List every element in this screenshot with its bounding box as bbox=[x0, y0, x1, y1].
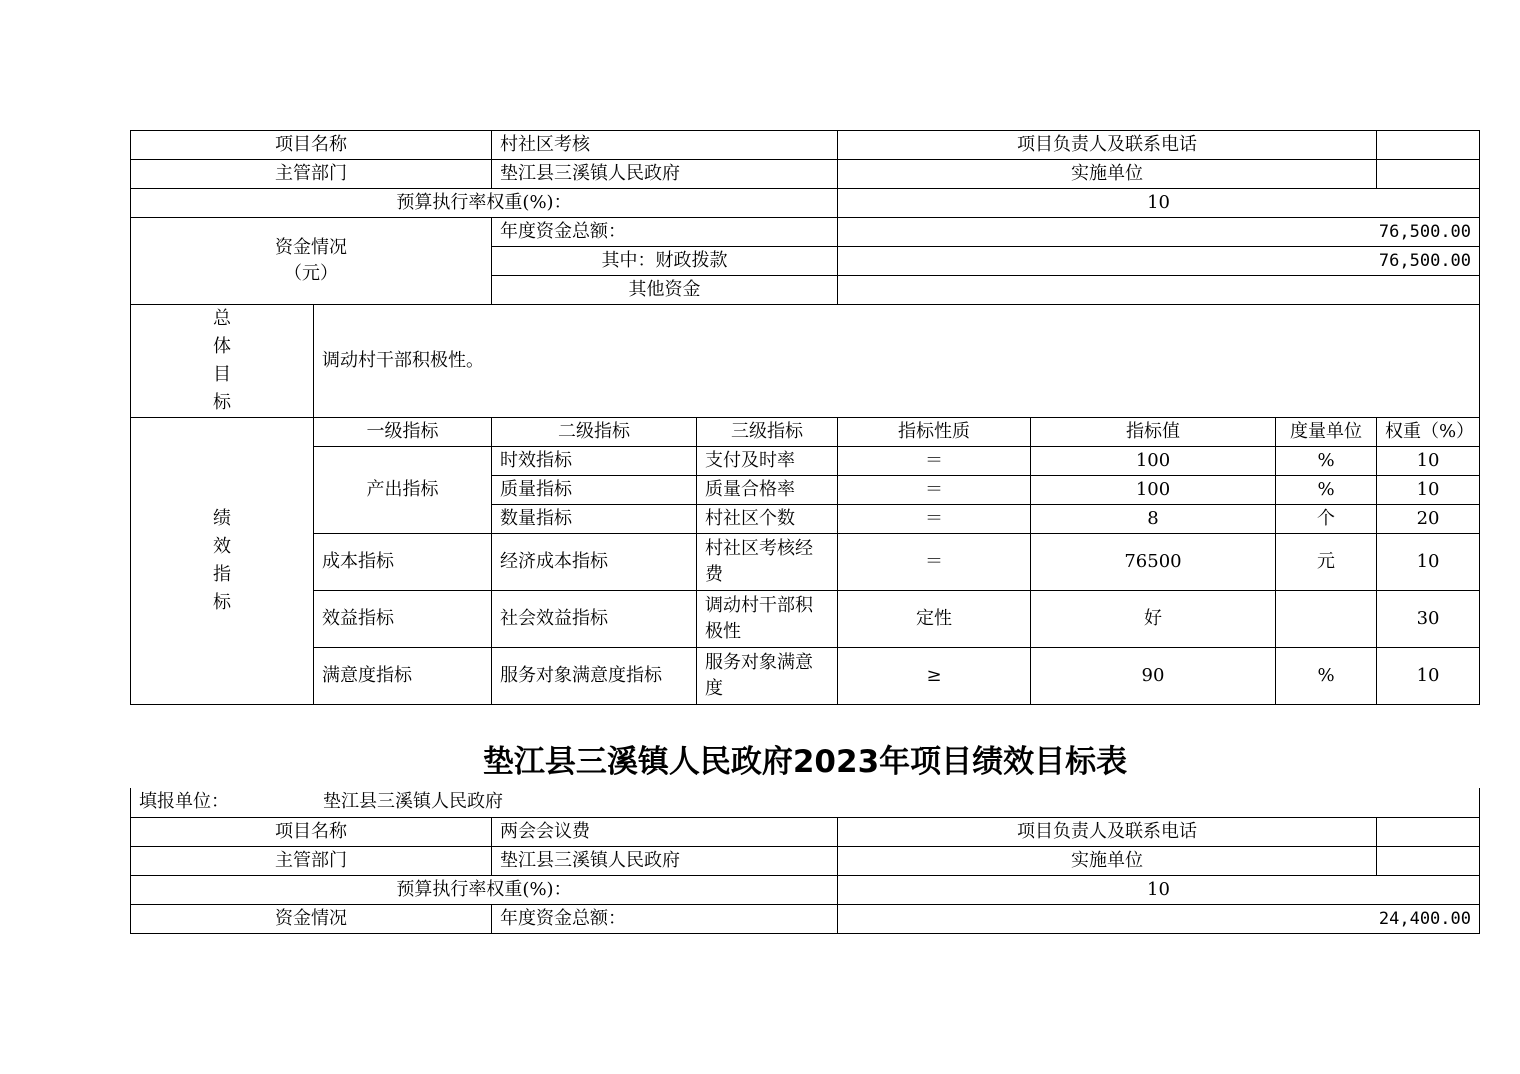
unit-cell: 元 bbox=[1276, 534, 1377, 591]
unit-cell: % bbox=[1276, 476, 1377, 505]
level3-cell: 调动村干部积极性 bbox=[697, 591, 838, 648]
value-cell: 100 bbox=[1031, 447, 1276, 476]
budget-rate-value: 10 bbox=[838, 875, 1480, 904]
level3-cell: 村社区个数 bbox=[697, 505, 838, 534]
header-level2: 二级指标 bbox=[492, 418, 697, 447]
value-cell: 好 bbox=[1031, 591, 1276, 648]
owner-phone-value bbox=[1377, 131, 1480, 160]
unit-cell: % bbox=[1276, 447, 1377, 476]
header-weight: 权重（%） bbox=[1377, 418, 1480, 447]
level2-cell: 经济成本指标 bbox=[492, 534, 697, 591]
table-row bbox=[131, 534, 1480, 591]
nature-cell: ＝ bbox=[838, 534, 1031, 591]
nature-cell: ≥ bbox=[838, 648, 1031, 705]
funds-label-line2: （元） bbox=[284, 263, 338, 284]
weight-cell: 10 bbox=[1377, 534, 1480, 591]
impl-unit-value bbox=[1377, 846, 1480, 875]
annual-total-value: 76,500.00 bbox=[838, 218, 1480, 247]
perf-label-char: 效 bbox=[213, 536, 231, 557]
header-nature: 指标性质 bbox=[838, 418, 1031, 447]
page-title: 垫江县三溪镇人民政府2023年项目绩效目标表 bbox=[482, 744, 1128, 780]
budget-rate-label: 预算执行率权重(%)： bbox=[131, 875, 838, 904]
weight-cell: 30 bbox=[1377, 591, 1480, 648]
goal-label-char: 总 bbox=[213, 308, 231, 329]
other-funds-value bbox=[838, 276, 1480, 305]
level2-cell: 时效指标 bbox=[492, 447, 697, 476]
owner-phone-label: 项目负责人及联系电话 bbox=[838, 131, 1377, 160]
fiscal-label: 其中：财政拨款 bbox=[492, 247, 838, 276]
fiscal-value: 76,500.00 bbox=[838, 247, 1480, 276]
value-cell: 90 bbox=[1031, 648, 1276, 705]
header-unit: 度量单位 bbox=[1276, 418, 1377, 447]
value-cell: 100 bbox=[1031, 476, 1276, 505]
nature-cell: ＝ bbox=[838, 505, 1031, 534]
goal-label-char: 标 bbox=[213, 392, 231, 413]
table-row bbox=[131, 648, 1480, 705]
header-level3: 三级指标 bbox=[697, 418, 838, 447]
performance-table-2 bbox=[130, 788, 1480, 934]
level1-cell: 成本指标 bbox=[314, 534, 492, 591]
goal-label-char: 体 bbox=[213, 336, 231, 357]
unit-cell: 个 bbox=[1276, 505, 1377, 534]
goal-label-char: 目 bbox=[213, 364, 231, 385]
level2-cell: 数量指标 bbox=[492, 505, 697, 534]
level3-cell: 支付及时率 bbox=[697, 447, 838, 476]
other-funds-label: 其他资金 bbox=[492, 276, 838, 305]
level1-cell: 产出指标 bbox=[314, 447, 492, 534]
filler-unit-row bbox=[131, 788, 1480, 817]
funds-label-line1: 资金情况 bbox=[275, 237, 347, 258]
filler-unit-value: 垫江县三溪镇人民政府 bbox=[323, 791, 503, 813]
perf-label-char: 绩 bbox=[213, 508, 231, 529]
nature-cell: ＝ bbox=[838, 447, 1031, 476]
perf-label-char: 指 bbox=[213, 564, 231, 585]
funds-label: 资金情况 bbox=[131, 904, 492, 933]
overall-goal-text: 调动村干部积极性。 bbox=[314, 305, 1480, 418]
impl-unit-label: 实施单位 bbox=[838, 160, 1377, 189]
annual-total-value: 24,400.00 bbox=[838, 904, 1480, 933]
weight-cell: 10 bbox=[1377, 447, 1480, 476]
weight-cell: 10 bbox=[1377, 476, 1480, 505]
level3-cell: 质量合格率 bbox=[697, 476, 838, 505]
annual-total-label: 年度资金总额： bbox=[492, 218, 838, 247]
header-value: 指标值 bbox=[1031, 418, 1276, 447]
overall-goal-label bbox=[131, 305, 314, 418]
project-name-value: 村社区考核 bbox=[492, 131, 838, 160]
unit-cell: % bbox=[1276, 648, 1377, 705]
nature-cell: ＝ bbox=[838, 476, 1031, 505]
impl-unit-value bbox=[1377, 160, 1480, 189]
performance-table-1 bbox=[130, 130, 1480, 705]
budget-rate-value: 10 bbox=[838, 189, 1480, 218]
unit-cell bbox=[1276, 591, 1377, 648]
nature-cell: 定性 bbox=[838, 591, 1031, 648]
level1-cell: 满意度指标 bbox=[314, 648, 492, 705]
level1-cell: 效益指标 bbox=[314, 591, 492, 648]
owner-phone-value bbox=[1377, 817, 1480, 846]
level2-cell: 质量指标 bbox=[492, 476, 697, 505]
funds-label bbox=[131, 218, 492, 305]
dept-label: 主管部门 bbox=[131, 846, 492, 875]
level2-cell: 社会效益指标 bbox=[492, 591, 697, 648]
level3-cell: 服务对象满意度 bbox=[697, 648, 838, 705]
dept-value: 垫江县三溪镇人民政府 bbox=[492, 846, 838, 875]
perf-label-char: 标 bbox=[213, 592, 231, 613]
project-name-label: 项目名称 bbox=[131, 131, 492, 160]
project-name-value: 两会会议费 bbox=[492, 817, 838, 846]
annual-total-label: 年度资金总额： bbox=[492, 904, 838, 933]
owner-phone-label: 项目负责人及联系电话 bbox=[838, 817, 1377, 846]
table-row bbox=[131, 447, 1480, 476]
dept-value: 垫江县三溪镇人民政府 bbox=[492, 160, 838, 189]
value-cell: 8 bbox=[1031, 505, 1276, 534]
header-level1: 一级指标 bbox=[314, 418, 492, 447]
table-row bbox=[131, 591, 1480, 648]
project-name-label: 项目名称 bbox=[131, 817, 492, 846]
weight-cell: 20 bbox=[1377, 505, 1480, 534]
performance-indicator-label bbox=[131, 418, 314, 705]
level2-cell: 服务对象满意度指标 bbox=[492, 648, 697, 705]
filler-unit-label: 填报单位： bbox=[139, 791, 229, 813]
value-cell: 76500 bbox=[1031, 534, 1276, 591]
weight-cell: 10 bbox=[1377, 648, 1480, 705]
impl-unit-label: 实施单位 bbox=[838, 846, 1377, 875]
level3-cell: 村社区考核经费 bbox=[697, 534, 838, 591]
dept-label: 主管部门 bbox=[131, 160, 492, 189]
budget-rate-label: 预算执行率权重(%)： bbox=[131, 189, 838, 218]
